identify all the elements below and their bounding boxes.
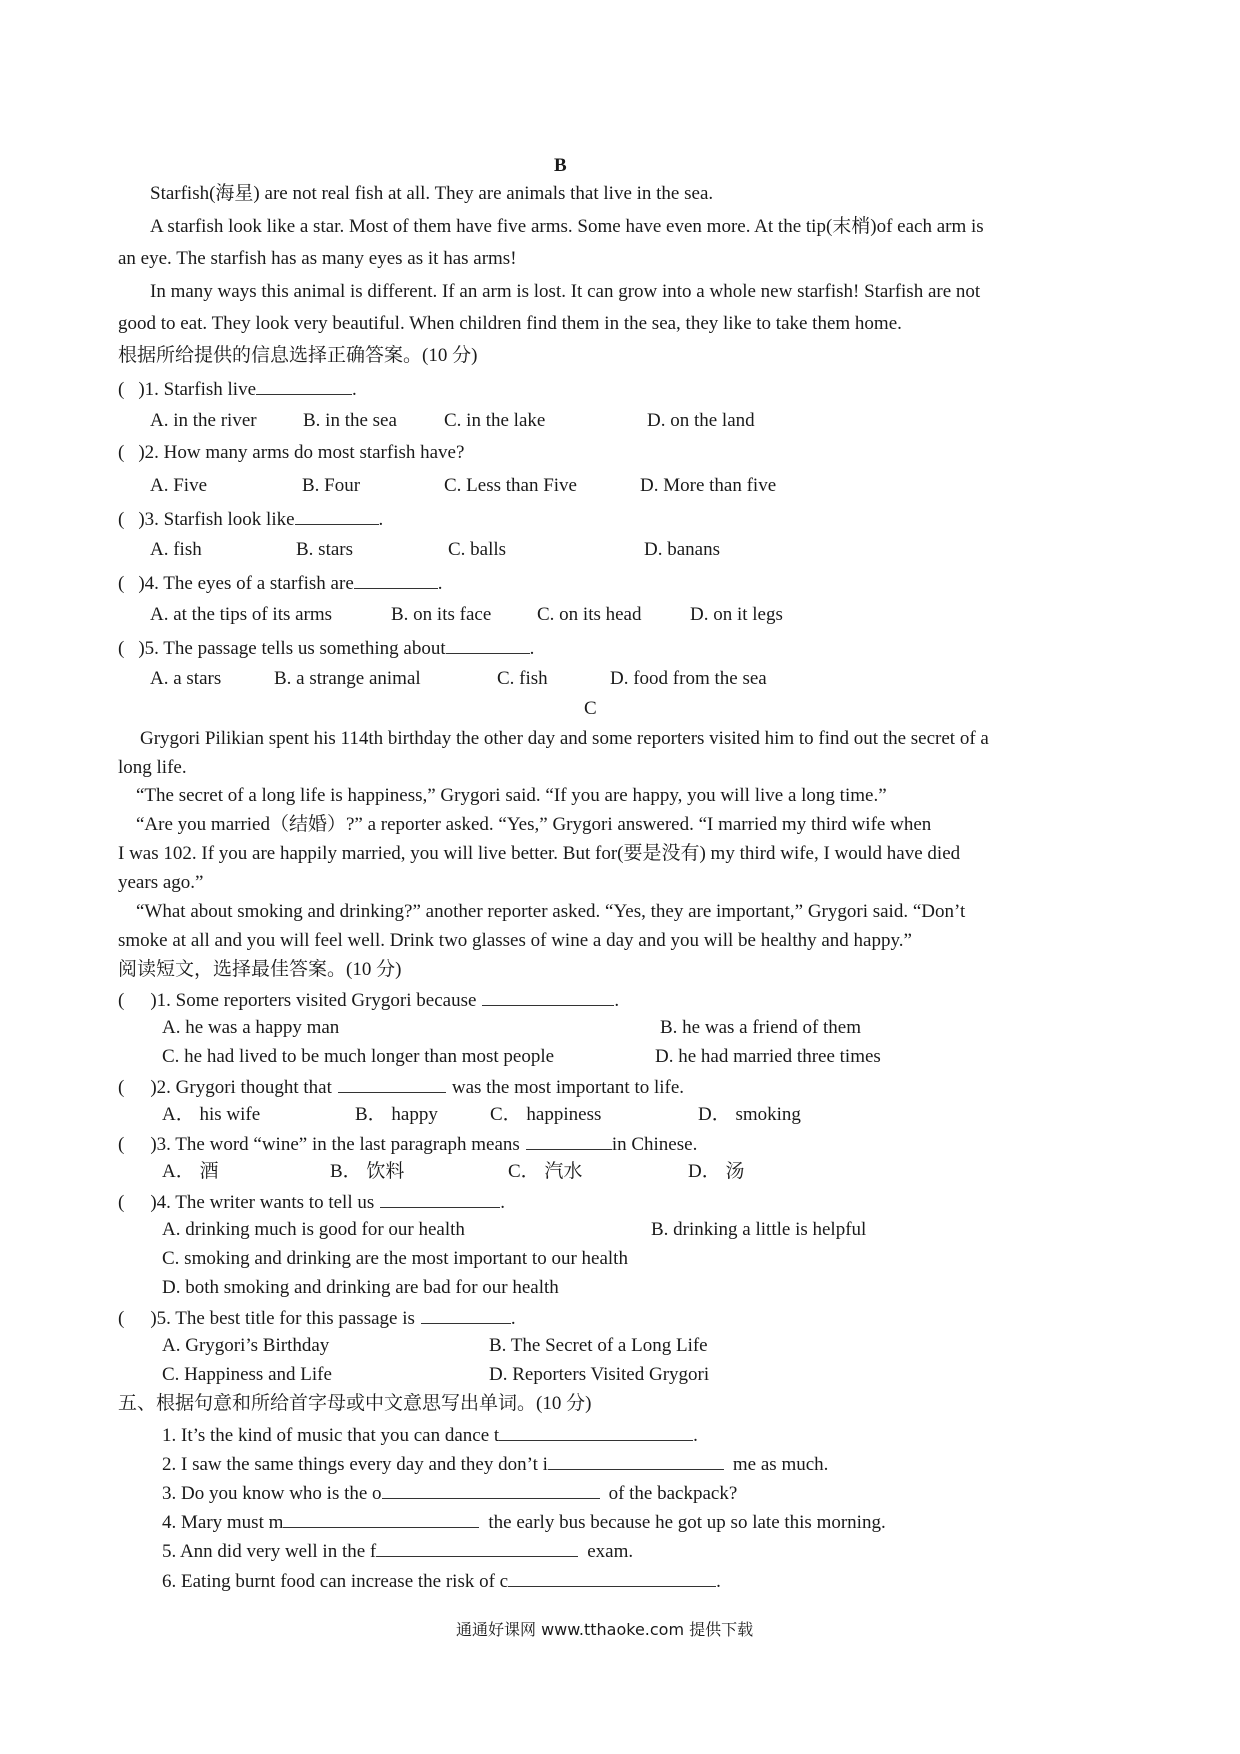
c-q2-option-d: D． smoking (698, 1104, 801, 1125)
b-q1-option-b: B. in the sea (303, 410, 397, 431)
b-paragraph-3-line-2: good to eat. They look very beautiful. When children find them in the sea, they like to take them home. (118, 313, 902, 334)
b-q5-option-a: A. a stars (150, 668, 222, 689)
c-q5-option-a: A. Grygori’s Birthday (162, 1335, 330, 1356)
b-q1-option-c: C. in the lake (444, 410, 546, 431)
answer-paren: ( (118, 990, 125, 1011)
answer-paren: ( (118, 1077, 125, 1098)
b-q2-option-b: B. Four (302, 475, 361, 496)
b-paragraph-2-line-2: an eye. The starfish has as many eyes as it has arms! (118, 248, 517, 269)
answer-paren: ( (118, 1192, 125, 1213)
answer-paren: ( (118, 638, 125, 659)
answer-blank[interactable] (526, 1133, 612, 1150)
b-q2 (118, 443, 464, 462)
b-q5-option-d: D. food from the sea (610, 668, 767, 689)
b-paragraph-2-line-1: A starfish look like a star. Most of them have five arms. Some have even more. At the tip(末梢)of each arm is (150, 216, 984, 237)
c-q2: ( )2. Grygori thought that was the most important to life. (118, 1077, 685, 1098)
s5-sentence-2: 2. I saw the same things every day and they don’t i me as much. (162, 1454, 829, 1475)
c-paragraph-1-line-2: long life. (118, 757, 187, 778)
c-paragraph-3-line-1: “Are you married（结婚）?” a reporter asked. “Yes,” Grygori answered. “I married my third wife when (136, 814, 932, 835)
question-stem: )2. Grygori thought that (150, 1077, 332, 1098)
b-paragraph-1: Starfish(海星) are not real fish at all. They are animals that live in the sea. (150, 183, 714, 204)
question-stem: )3. The word “wine” in the last paragraph means (150, 1134, 520, 1155)
s5-sentence-6: 6. Eating burnt food can increase the risk of c . (162, 1571, 721, 1592)
answer-paren: ( (118, 442, 125, 463)
b-q2-option-d: D. More than five (640, 475, 777, 496)
c-q3-option-c: C． 汽水 (508, 1161, 583, 1182)
answer-blank[interactable] (446, 637, 530, 654)
c-paragraph-2: “The secret of a long life is happiness,” Grygori said. “If you are happy, you will live a long time.” (136, 785, 887, 806)
answer-blank[interactable] (499, 1424, 693, 1441)
c-q4-option-b: B. drinking a little is helpful (651, 1219, 867, 1240)
question-stem: )5. The best title for this passage is (150, 1308, 415, 1329)
b-q1: ( )1. Starfish live . (118, 379, 357, 400)
c-q3-option-d: D． 汤 (688, 1161, 745, 1182)
b-q3-option-c: C. balls (448, 539, 507, 560)
answer-blank[interactable] (382, 1482, 600, 1499)
b-q3: ( )3. Starfish look like . (118, 509, 384, 530)
b-q1-option-a: A. in the river (150, 410, 257, 431)
b-q3-option-b: B. stars (296, 539, 353, 560)
c-paragraph-3-line-2: I was 102. If you are happily married, you will live better. But for(要是没有) my third wife, I would have died (118, 843, 961, 864)
b-q3-option-d: D. banans (644, 539, 720, 560)
c-q5-option-c: C. Happiness and Life (162, 1364, 332, 1385)
c-q1-option-c: C. he had lived to be much longer than most people (162, 1046, 555, 1067)
answer-paren: ( (118, 573, 125, 594)
answer-paren: ( (118, 1308, 125, 1329)
c-paragraph-3-line-3: years ago.” (118, 872, 204, 893)
c-q4-option-d: D. both smoking and drinking are bad for our health (162, 1277, 559, 1298)
question-stem: )5. The passage tells us something about (138, 638, 446, 659)
s5-sentence-3: 3. Do you know who is the o of the backpack? (162, 1483, 738, 1504)
b-q2-option-c: C. Less than Five (444, 475, 577, 496)
c-q3-option-b: B． 饮料 (330, 1161, 405, 1182)
b-q5-option-b: B. a strange animal (274, 668, 421, 689)
b-q2-option-a: A. Five (150, 475, 207, 496)
answer-blank[interactable] (376, 1540, 578, 1557)
c-q5-option-b: B. The Secret of a Long Life (489, 1335, 708, 1356)
c-q1-option-a: A. he was a happy man (162, 1017, 340, 1038)
question-stem: )4. The eyes of a starfish are (138, 573, 354, 594)
question-stem: )3. Starfish look like (138, 509, 295, 530)
footer-source: 通通好课网 www.tthaoke.com 提供下载 (456, 1620, 754, 1639)
b-q4-option-b: B. on its face (391, 604, 492, 625)
b-instruction: 根据所给提供的信息选择正确答案。(10 分) (118, 345, 478, 366)
section-c-heading: C (584, 698, 597, 719)
c-paragraph-4-line-2: smoke at all and you will feel well. Drink two glasses of wine a day and you will be healthy and happy.” (118, 930, 912, 951)
answer-blank[interactable] (283, 1511, 479, 1528)
b-q4-option-a: A. at the tips of its arms (150, 604, 333, 625)
answer-paren: ( (118, 379, 125, 400)
question-stem: )1. Starfish live (138, 379, 257, 400)
answer-blank[interactable] (421, 1307, 511, 1324)
c-q2-option-a: A． his wife (162, 1104, 261, 1125)
section-b-heading: B (554, 155, 567, 176)
question-stem: )4. The writer wants to tell us (150, 1192, 375, 1213)
answer-blank[interactable] (354, 572, 438, 589)
c-instruction: 阅读短文，选择最佳答案。(10 分) (118, 959, 402, 980)
b-q4: ( )4. The eyes of a starfish are . (118, 573, 443, 594)
answer-blank[interactable] (380, 1191, 500, 1208)
c-q4-option-c: C. smoking and drinking are the most important to our health (162, 1248, 628, 1269)
answer-paren: ( (118, 1134, 125, 1155)
b-paragraph-3-line-1: In many ways this animal is different. If an arm is lost. It can grow into a whole new starfish! Starfish are not (150, 281, 981, 302)
section-5-instruction: 五、根据句意和所给首字母或中文意思写出单词。(10 分) (118, 1393, 592, 1414)
b-q5: ( )5. The passage tells us something about . (118, 638, 535, 659)
b-q4-option-d: D. on it legs (690, 604, 783, 625)
s5-sentence-4: 4. Mary must m the early bus because he got up so late this morning. (162, 1512, 886, 1533)
answer-blank[interactable] (338, 1076, 446, 1093)
b-q5-option-c: C. fish (497, 668, 548, 689)
question-stem: )2. How many arms do most starfish have? (138, 442, 465, 463)
c-q2-option-c: C． happiness (490, 1104, 602, 1125)
b-q4-option-c: C. on its head (537, 604, 642, 625)
question-stem: )1. Some reporters visited Grygori because (150, 990, 477, 1011)
answer-paren: ( (118, 509, 125, 530)
c-paragraph-1-line-1: Grygori Pilikian spent his 114th birthday the other day and some reporters visited him to find out the secret of a (140, 728, 989, 749)
s5-sentence-5: 5. Ann did very well in the f exam. (162, 1541, 634, 1562)
c-q5-option-d: D. Reporters Visited Grygori (489, 1364, 710, 1385)
c-q3-option-a: A． 酒 (162, 1161, 219, 1182)
c-q1-option-d: D. he had married three times (655, 1046, 881, 1067)
c-q3: ( )3. The word “wine” in the last paragraph means in Chinese. (118, 1134, 698, 1155)
answer-blank[interactable] (295, 508, 379, 525)
c-q4: ( )4. The writer wants to tell us . (118, 1192, 505, 1213)
answer-blank[interactable] (482, 989, 614, 1006)
answer-blank[interactable] (256, 378, 352, 395)
b-q3-option-a: A. fish (150, 539, 202, 560)
c-paragraph-4-line-1: “What about smoking and drinking?” another reporter asked. “Yes, they are important,” Grygori said. “Don’t (136, 901, 966, 922)
c-q2-option-b: B． happy (355, 1104, 438, 1125)
answer-blank[interactable] (548, 1453, 724, 1470)
c-q5: ( )5. The best title for this passage is . (118, 1308, 516, 1329)
c-q1: ( )1. Some reporters visited Grygori because . (118, 990, 620, 1011)
c-q1-option-b: B. he was a friend of them (660, 1017, 862, 1038)
c-q4-option-a: A. drinking much is good for our health (162, 1219, 465, 1240)
s5-sentence-1: 1. It’s the kind of music that you can dance t . (162, 1425, 698, 1446)
answer-blank[interactable] (508, 1570, 716, 1587)
b-q1-option-d: D. on the land (647, 410, 755, 431)
